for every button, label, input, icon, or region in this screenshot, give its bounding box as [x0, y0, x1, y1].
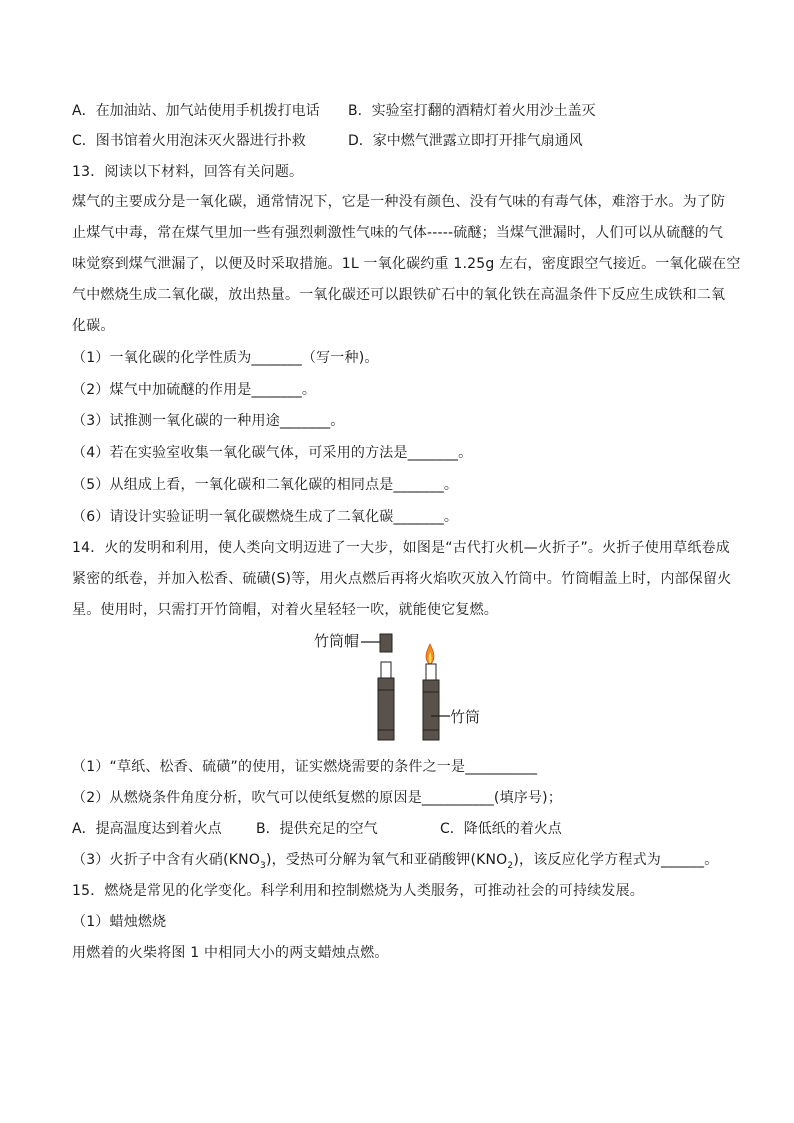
- q13-passage-line: 气中燃烧生成二氧化碳，放出热量。一氧化碳还可以跟铁矿石中的氧化铁在高温条件下反应生成铁和二氧: [72, 287, 726, 303]
- fire-starter-figure: [314, 622, 490, 752]
- q14-option-b[interactable]: B．提供充足的空气: [256, 821, 378, 837]
- bamboo-tube-right: [423, 680, 439, 740]
- q14-item-2: （2）从燃烧条件角度分析，吹气可以使纸复燃的原因是__________(填序号)；: [72, 790, 563, 806]
- bamboo-tube-left: [378, 678, 394, 740]
- q12-option-b[interactable]: B．实验室打翻的酒精灯着火用沙土盖灭: [348, 103, 596, 119]
- q14-option-c[interactable]: C．降低纸的着火点: [440, 821, 562, 837]
- q14-passage-line: 紧密的纸卷，并加入松香、硫磺(S)等，用火点燃后再将火焰吹灭放入竹筒中。竹筒帽盖上时，内部保留火: [72, 571, 732, 587]
- q15-item-1: （1）蜡烛燃烧: [72, 914, 167, 930]
- q13-item-3: （3）试推测一氧化碳的一种用途_______。: [72, 413, 345, 429]
- q13-item-4: （4）若在实验室收集一氧化碳气体，可采用的方法是_______。: [72, 445, 473, 461]
- bamboo-cap-label: 竹筒帽: [314, 632, 360, 650]
- q15-title: 15．燃烧是常见的化学变化。科学利用和控制燃烧为人类服务，可推动社会的可持续发展。: [72, 883, 645, 899]
- q13-title: 13．阅读以下材料，回答有关问题。: [72, 164, 304, 180]
- q13-passage-line: 化碳。: [72, 318, 115, 334]
- q13-item-1: （1）一氧化碳的化学性质为_______（写一种)。: [72, 350, 379, 366]
- q14-option-a[interactable]: A．提高温度达到着火点: [72, 821, 222, 837]
- bamboo-tube-label: 竹筒: [450, 708, 481, 726]
- q13-item-5: （5）从组成上看，一氧化碳和二氧化碳的相同点是_______。: [72, 477, 459, 493]
- q15-text: 用燃着的火柴将图 1 中相同大小的两支蜡烛点燃。: [72, 945, 389, 961]
- paper-roll-left: [381, 662, 391, 678]
- q12-option-d[interactable]: D．家中燃气泄露立即打开排气扇通风: [348, 133, 583, 149]
- paper-roll-right: [426, 664, 436, 680]
- q12-option-c[interactable]: C．图书馆着火用泡沫灭火器进行扑救: [72, 133, 306, 149]
- q14-item-3: [72, 850, 718, 876]
- q13-item-6: （6）请设计实验证明一氧化碳燃烧生成了二氧化碳_______。: [72, 509, 459, 525]
- q13-item-2: （2）煤气中加硫醚的作用是_______。: [72, 382, 317, 398]
- q14-passage-line: 14．火的发明和利用，使人类向文明迈进了一大步，如图是“古代打火机—火折子”。火折子使用草纸卷成: [72, 540, 730, 556]
- bamboo-cap: [380, 634, 392, 652]
- q13-passage-line: 止煤气中毒，常在煤气里加一些有强烈刺激性气味的气体-----硫醚；当煤气泄漏时，人们可以从硫醚的气: [72, 225, 724, 241]
- subscript-3: 3: [260, 860, 266, 871]
- q12-option-a[interactable]: A．在加油站、加气站使用手机拨打电话: [72, 103, 320, 119]
- q14-item-3-text: （3）火折子中含有火硝(KNO: [72, 852, 261, 868]
- q14-passage-line: 星。使用时，只需打开竹筒帽，对着火星轻轻一吹，就能使它复燃。: [72, 602, 498, 618]
- subscript-2: 2: [507, 860, 514, 871]
- q14-item-3-text: )，该反应化学方程式为______。: [513, 852, 719, 868]
- q13-passage-line: 味觉察到煤气泄漏了，以便及时采取措施。1L 一氧化碳约重 1.25g 左右，密度跟空气接近。一氧化碳在空: [72, 256, 741, 272]
- q13-passage-line: 煤气的主要成分是一氧化碳，通常情况下，它是一种没有颜色、没有气味的有毒气体，难溶于水。为了防: [72, 194, 726, 210]
- q14-item-3-text: )，受热可分解为氧气和亚硝酸钾(KNO: [265, 852, 508, 868]
- q14-item-1: （1）“草纸、松香、硫磺”的使用，证实燃烧需要的条件之一是__________: [72, 759, 538, 775]
